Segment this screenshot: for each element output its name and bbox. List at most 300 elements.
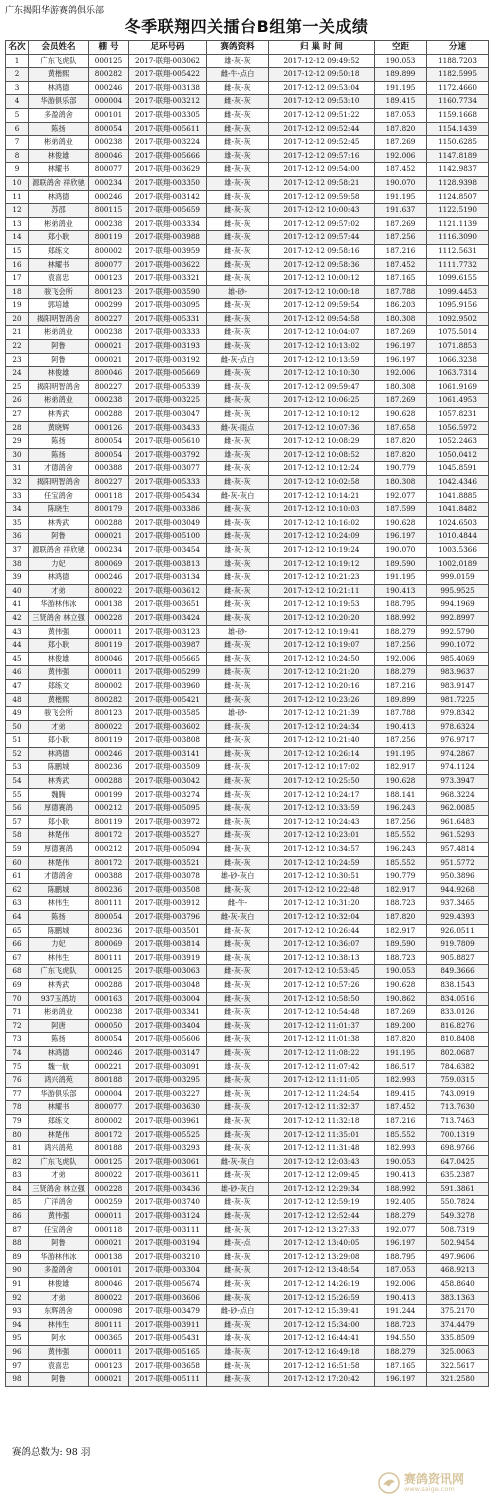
arrival-time-cell: 2017-12-12 10:54:48 [269, 1006, 375, 1020]
table-row [6, 176, 489, 190]
arrival-time-cell: 2017-12-12 12:52:44 [269, 1210, 375, 1224]
member-name-cell: 才弟 [29, 720, 89, 734]
distance-cell: 180.308 [375, 380, 427, 394]
rank-cell: 13 [6, 217, 29, 231]
arrival-time-cell: 2017-12-12 09:58:21 [269, 176, 375, 190]
rank-cell: 57 [6, 815, 29, 829]
distance-cell: 191.195 [375, 81, 427, 95]
speed-cell: 838.1543 [427, 978, 489, 992]
distance-cell: 190.413 [375, 1169, 427, 1183]
speed-cell: 849.3666 [427, 965, 489, 979]
member-name-cell: 陈扬 [29, 1033, 89, 1047]
table-row [6, 1373, 489, 1387]
ring-number-cell: 2017-联翔-005331 [129, 312, 207, 326]
table-row [6, 679, 489, 693]
header-distance: 空距 [375, 41, 427, 55]
rank-cell: 66 [6, 938, 29, 952]
pigeon-info-cell: 雌-灰-灰白 [207, 489, 269, 503]
ring-number-cell: 2017-联翔-003078 [129, 870, 207, 884]
speed-cell: 834.0516 [427, 992, 489, 1006]
member-name-cell: 陈扬 [29, 911, 89, 925]
distance-cell: 189.899 [375, 693, 427, 707]
table-row [6, 394, 489, 408]
ring-number-cell: 2017-联翔-003612 [129, 584, 207, 598]
ring-number-cell: 2017-联翔-003508 [129, 883, 207, 897]
distance-cell: 192.077 [375, 489, 427, 503]
member-name-cell: 937玉鸽坊 [29, 992, 89, 1006]
ring-number-cell: 2017-联翔-005339 [129, 380, 207, 394]
ring-number-cell: 2017-联翔-003602 [129, 720, 207, 734]
distance-cell: 182.917 [375, 761, 427, 775]
table-row [6, 1332, 489, 1346]
speed-cell: 962.0085 [427, 802, 489, 816]
rank-cell: 92 [6, 1291, 29, 1305]
distance-cell: 187.599 [375, 503, 427, 517]
ring-number-cell: 2017-联翔-003124 [129, 1210, 207, 1224]
rank-cell: 17 [6, 272, 29, 286]
member-name-cell: 多盈鸽舍 [29, 108, 89, 122]
member-name-cell: 林俊雄 [29, 149, 89, 163]
loft-number-cell: 000388 [89, 870, 129, 884]
ring-number-cell: 2017-联翔-003961 [129, 1114, 207, 1128]
rank-cell: 36 [6, 530, 29, 544]
loft-number-cell: 000212 [89, 843, 129, 857]
header-ring-number: 足环号码 [129, 41, 207, 55]
table-row [6, 217, 489, 231]
table-row [6, 1155, 489, 1169]
ring-number-cell: 2017-联翔-003606 [129, 1291, 207, 1305]
ring-number-cell: 2017-联翔-005095 [129, 802, 207, 816]
arrival-time-cell: 2017-12-12 10:22:48 [269, 883, 375, 897]
member-name-cell: 任宝鸽舍 [29, 489, 89, 503]
loft-number-cell: 800172 [89, 1128, 129, 1142]
pigeon-info-cell: 雌-灰-灰 [207, 788, 269, 802]
member-name-cell: 林秀武 [29, 978, 89, 992]
pigeon-info-cell: 雌-灰-灰 [207, 272, 269, 286]
distance-cell: 191.195 [375, 190, 427, 204]
loft-number-cell: 800188 [89, 1074, 129, 1088]
speed-cell: 968.3224 [427, 788, 489, 802]
member-name-cell: 才德鸽舍 [29, 870, 89, 884]
ring-number-cell: 2017-联翔-005611 [129, 122, 207, 136]
table-row [6, 1250, 489, 1264]
pigeon-info-cell: 雌-灰-灰 [207, 775, 269, 789]
pigeon-info-cell: 雌-灰-灰 [207, 992, 269, 1006]
loft-number-cell: 000004 [89, 95, 129, 109]
member-name-cell: 魏腾 [29, 788, 89, 802]
distance-cell: 187.165 [375, 272, 427, 286]
pigeon-info-cell: 雌-灰-灰 [207, 1087, 269, 1101]
rank-cell: 86 [6, 1210, 29, 1224]
speed-cell: 951.5772 [427, 856, 489, 870]
rank-cell: 37 [6, 543, 29, 557]
ring-number-cell: 2017-联翔-005665 [129, 652, 207, 666]
table-row [6, 258, 489, 272]
member-name-cell: 厚德赛鸽 [29, 843, 89, 857]
ring-number-cell: 2017-联翔-003792 [129, 448, 207, 462]
header-arrival-time: 归 巢 时 间 [269, 41, 375, 55]
ring-number-cell: 2017-联翔-003142 [129, 190, 207, 204]
distance-cell: 187.165 [375, 1359, 427, 1373]
member-name-cell: 林伟生 [29, 951, 89, 965]
pigeon-info-cell: 雌-灰-灰 [207, 802, 269, 816]
arrival-time-cell: 2017-12-12 13:29:08 [269, 1250, 375, 1264]
ring-number-cell: 2017-联翔-005434 [129, 489, 207, 503]
loft-number-cell: 000388 [89, 462, 129, 476]
ring-number-cell: 2017-联翔-003808 [129, 734, 207, 748]
pigeon-info-cell: 雌-灰-灰 [207, 462, 269, 476]
pigeon-info-cell: 雌-灰-灰 [207, 163, 269, 177]
rank-cell: 75 [6, 1060, 29, 1074]
total-count: 赛鸽总数为: 98 羽 [12, 1447, 91, 1458]
loft-number-cell: 000238 [89, 136, 129, 150]
rank-cell: 59 [6, 843, 29, 857]
arrival-time-cell: 2017-12-12 10:13:02 [269, 340, 375, 354]
pigeon-info-cell: 雌-牛- [207, 897, 269, 911]
table-row [6, 856, 489, 870]
distance-cell: 187.820 [375, 122, 427, 136]
rank-cell: 78 [6, 1101, 29, 1115]
table-row [6, 911, 489, 925]
speed-cell: 1061.4953 [427, 394, 489, 408]
pigeon-info-cell: 雌-灰-灰 [207, 1128, 269, 1142]
pigeon-info-cell: 雌-灰-灰 [207, 503, 269, 517]
rank-cell: 67 [6, 951, 29, 965]
table-row [6, 340, 489, 354]
loft-number-cell: 000228 [89, 611, 129, 625]
speed-cell: 926.0511 [427, 924, 489, 938]
loft-number-cell: 800054 [89, 448, 129, 462]
member-name-cell: 林秀武 [29, 516, 89, 530]
distance-cell: 192.006 [375, 1278, 427, 1292]
ring-number-cell: 2017-联翔-003479 [129, 1305, 207, 1319]
distance-cell: 190.628 [375, 978, 427, 992]
table-row [6, 1169, 489, 1183]
loft-number-cell: 000021 [89, 530, 129, 544]
rank-cell: 25 [6, 380, 29, 394]
loft-number-cell: 000126 [89, 421, 129, 435]
rank-cell: 9 [6, 163, 29, 177]
header-speed: 分速 [427, 41, 489, 55]
pigeon-info-cell: 雌-灰-灰 [207, 1101, 269, 1115]
speed-cell: 1147.8189 [427, 149, 489, 163]
distance-cell: 189.415 [375, 95, 427, 109]
pigeon-info-cell: 雌-灰-灰 [207, 1359, 269, 1373]
loft-number-cell: 800111 [89, 951, 129, 965]
speed-cell: 973.3947 [427, 775, 489, 789]
arrival-time-cell: 2017-12-12 11:11:05 [269, 1074, 375, 1088]
page-title: 冬季联翔四关擂台B组第一关成绩 [124, 17, 369, 36]
pigeon-info-cell: 雌-灰-灰 [207, 761, 269, 775]
arrival-time-cell: 2017-12-12 10:19:07 [269, 639, 375, 653]
rank-cell: 38 [6, 557, 29, 571]
rank-cell: 33 [6, 489, 29, 503]
loft-number-cell: 800236 [89, 761, 129, 775]
member-name-cell: 陈扬 [29, 122, 89, 136]
distance-cell: 190.628 [375, 775, 427, 789]
distance-cell: 194.550 [375, 1332, 427, 1346]
speed-cell: 1050.0412 [427, 448, 489, 462]
loft-number-cell: 000212 [89, 802, 129, 816]
ring-number-cell: 2017-联翔-005165 [129, 1346, 207, 1360]
pigeon-info-cell: 雌-灰-灰 [207, 1046, 269, 1060]
loft-number-cell: 000259 [89, 1196, 129, 1210]
speed-cell: 502.9454 [427, 1237, 489, 1251]
speed-cell: 981.7225 [427, 693, 489, 707]
member-name-cell: 鸿兴鸽苑 [29, 1142, 89, 1156]
loft-number-cell: 800172 [89, 829, 129, 843]
loft-number-cell: 800054 [89, 1033, 129, 1047]
speed-cell: 759.0315 [427, 1074, 489, 1088]
member-name-cell: 林伟生 [29, 897, 89, 911]
table-row [6, 843, 489, 857]
speed-cell: 458.8640 [427, 1278, 489, 1292]
distance-cell: 187.053 [375, 108, 427, 122]
distance-cell: 188.723 [375, 1318, 427, 1332]
table-row [6, 625, 489, 639]
table-row [6, 761, 489, 775]
table-row [6, 1223, 489, 1237]
rank-cell: 55 [6, 788, 29, 802]
rank-cell: 73 [6, 1033, 29, 1047]
member-name-cell: 力妃 [29, 557, 89, 571]
ring-number-cell: 2017-联翔-003111 [129, 1223, 207, 1237]
speed-cell: 1116.3090 [427, 231, 489, 245]
member-name-cell: 陈鹏城 [29, 924, 89, 938]
loft-number-cell: 000163 [89, 992, 129, 1006]
ring-number-cell: 2017-联翔-003224 [129, 136, 207, 150]
ring-number-cell: 2017-联翔-003193 [129, 340, 207, 354]
loft-number-cell: 800046 [89, 652, 129, 666]
loft-number-cell: 800022 [89, 1169, 129, 1183]
member-name-cell: 郑小耿 [29, 639, 89, 653]
member-name-cell: 广洋鸽舍 [29, 1196, 89, 1210]
loft-number-cell: 000221 [89, 1060, 129, 1074]
speed-cell: 784.6382 [427, 1060, 489, 1074]
ring-number-cell: 2017-联翔-003295 [129, 1074, 207, 1088]
distance-cell: 182.917 [375, 924, 427, 938]
table-row [6, 353, 489, 367]
speed-cell: 374.4479 [427, 1318, 489, 1332]
rank-cell: 30 [6, 448, 29, 462]
table-row [6, 720, 489, 734]
speed-cell: 944.9268 [427, 883, 489, 897]
loft-number-cell: 800002 [89, 1114, 129, 1128]
distance-cell: 187.256 [375, 815, 427, 829]
distance-cell: 185.552 [375, 1128, 427, 1142]
ring-number-cell: 2017-联翔-003210 [129, 1250, 207, 1264]
arrival-time-cell: 2017-12-12 10:00:18 [269, 285, 375, 299]
ring-number-cell: 2017-联翔-003527 [129, 829, 207, 843]
ring-number-cell: 2017-联翔-003350 [129, 176, 207, 190]
loft-number-cell: 800119 [89, 734, 129, 748]
ring-number-cell: 2017-联翔-005422 [129, 68, 207, 82]
distance-cell: 187.269 [375, 217, 427, 231]
member-name-cell: 林耀书 [29, 258, 89, 272]
loft-number-cell: 000238 [89, 1006, 129, 1020]
arrival-time-cell: 2017-12-12 10:19:53 [269, 598, 375, 612]
loft-number-cell: 800179 [89, 503, 129, 517]
distance-cell: 187.452 [375, 163, 427, 177]
table-row [6, 693, 489, 707]
ring-number-cell: 2017-联翔-003424 [129, 611, 207, 625]
pigeon-info-cell: 雄-砂-灰白 [207, 1182, 269, 1196]
ring-number-cell: 2017-联翔-003796 [129, 911, 207, 925]
ring-number-cell: 2017-联翔-003134 [129, 571, 207, 585]
pigeon-info-cell: 雌-灰-灰 [207, 720, 269, 734]
member-name-cell: 郑小耿 [29, 734, 89, 748]
distance-cell: 187.788 [375, 285, 427, 299]
ring-number-cell: 2017-联翔-003959 [129, 244, 207, 258]
loft-number-cell: 800077 [89, 163, 129, 177]
table-row [6, 204, 489, 218]
table-row [6, 163, 489, 177]
pigeon-info-cell: 雌-灰-灰 [207, 965, 269, 979]
distance-cell: 191.244 [375, 1305, 427, 1319]
arrival-time-cell: 2017-12-12 13:40:05 [269, 1237, 375, 1251]
member-name-cell: 彬弟鸽业 [29, 1006, 89, 1020]
distance-cell: 188.723 [375, 897, 427, 911]
table-row [6, 883, 489, 897]
table-row [6, 408, 489, 422]
rank-cell: 48 [6, 693, 29, 707]
speed-cell: 1092.9502 [427, 312, 489, 326]
loft-number-cell: 800069 [89, 557, 129, 571]
member-name-cell: 黄伟强 [29, 1346, 89, 1360]
table-row [6, 95, 489, 109]
speed-cell: 1056.5972 [427, 421, 489, 435]
member-name-cell: 袁喜忠 [29, 272, 89, 286]
ring-number-cell: 2017-联翔-003147 [129, 1046, 207, 1060]
table-row [6, 530, 489, 544]
rank-cell: 51 [6, 734, 29, 748]
rank-cell: 58 [6, 829, 29, 843]
ring-number-cell: 2017-联翔-003521 [129, 856, 207, 870]
ring-number-cell: 2017-联翔-003501 [129, 924, 207, 938]
distance-cell: 187.820 [375, 448, 427, 462]
loft-number-cell: 800282 [89, 693, 129, 707]
table-row [6, 788, 489, 802]
distance-cell: 188.279 [375, 666, 427, 680]
distance-cell: 186.203 [375, 299, 427, 313]
table-row [6, 448, 489, 462]
rank-cell: 81 [6, 1142, 29, 1156]
table-row [6, 54, 489, 68]
member-name-cell: 才弟 [29, 1291, 89, 1305]
distance-cell: 189.590 [375, 557, 427, 571]
distance-cell: 187.820 [375, 1033, 427, 1047]
rank-cell: 60 [6, 856, 29, 870]
rank-cell: 21 [6, 326, 29, 340]
ring-number-cell: 2017-联翔-003274 [129, 788, 207, 802]
arrival-time-cell: 2017-12-12 17:20:42 [269, 1373, 375, 1387]
member-name-cell: 三贤鸽舍 林立强 [29, 1182, 89, 1196]
member-name-cell: 任宝鸽舍 [29, 1223, 89, 1237]
rank-cell: 90 [6, 1264, 29, 1278]
pigeon-info-cell: 雄-砂- [207, 625, 269, 639]
speed-cell: 974.2867 [427, 747, 489, 761]
table-row [6, 734, 489, 748]
speed-cell: 905.8827 [427, 951, 489, 965]
rank-cell: 39 [6, 571, 29, 585]
loft-number-cell: 800115 [89, 204, 129, 218]
rank-cell: 42 [6, 611, 29, 625]
member-name-cell: 广东飞虎队 [29, 54, 89, 68]
table-row [6, 1006, 489, 1020]
table-row [6, 543, 489, 557]
speed-cell: 1063.7314 [427, 367, 489, 381]
distance-cell: 187.256 [375, 734, 427, 748]
loft-number-cell: 800069 [89, 938, 129, 952]
rank-cell: 26 [6, 394, 29, 408]
member-name-cell: 华游俱乐部 [29, 95, 89, 109]
loft-number-cell: 800022 [89, 720, 129, 734]
table-row [6, 870, 489, 884]
member-name-cell: 郭培雄 [29, 299, 89, 313]
rank-cell: 41 [6, 598, 29, 612]
arrival-time-cell: 2017-12-12 10:30:51 [269, 870, 375, 884]
ring-number-cell: 2017-联翔-003212 [129, 95, 207, 109]
arrival-time-cell: 2017-12-12 10:07:36 [269, 421, 375, 435]
pigeon-info-cell: 雄-灰-灰 [207, 543, 269, 557]
loft-number-cell: 000288 [89, 978, 129, 992]
arrival-time-cell: 2017-12-12 10:10:12 [269, 408, 375, 422]
distance-cell: 190.413 [375, 1291, 427, 1305]
speed-cell: 1041.8482 [427, 503, 489, 517]
rank-cell: 40 [6, 584, 29, 598]
table-row [6, 122, 489, 136]
distance-cell: 188.795 [375, 598, 427, 612]
distance-cell: 180.308 [375, 312, 427, 326]
table-row [6, 68, 489, 82]
table-row [6, 136, 489, 150]
rank-cell: 68 [6, 965, 29, 979]
member-name-cell: 郑练文 [29, 244, 89, 258]
ring-number-cell: 2017-联翔-005333 [129, 476, 207, 490]
speed-cell: 325.0063 [427, 1346, 489, 1360]
table-row [6, 992, 489, 1006]
table-row [6, 666, 489, 680]
loft-number-cell: 000228 [89, 1182, 129, 1196]
loft-number-cell: 000246 [89, 571, 129, 585]
pigeon-info-cell: 雄-灰-灰 [207, 149, 269, 163]
arrival-time-cell: 2017-12-12 09:52:45 [269, 136, 375, 150]
table-row [6, 1264, 489, 1278]
ring-number-cell: 2017-联翔-003138 [129, 81, 207, 95]
arrival-time-cell: 2017-12-12 13:27:33 [269, 1223, 375, 1237]
table-header-row [6, 41, 489, 55]
ring-number-cell: 2017-联翔-003194 [129, 1237, 207, 1251]
rank-cell: 96 [6, 1346, 29, 1360]
distance-cell: 192.006 [375, 652, 427, 666]
distance-cell: 190.779 [375, 870, 427, 884]
speed-cell: 919.7809 [427, 938, 489, 952]
rank-cell: 31 [6, 462, 29, 476]
arrival-time-cell: 2017-12-12 09:59:58 [269, 190, 375, 204]
arrival-time-cell: 2017-12-12 09:51:22 [269, 108, 375, 122]
arrival-time-cell: 2017-12-12 10:38:13 [269, 951, 375, 965]
speed-cell: 1052.2463 [427, 435, 489, 449]
arrival-time-cell: 2017-12-12 10:33:59 [269, 802, 375, 816]
distance-cell: 187.452 [375, 258, 427, 272]
ring-number-cell: 2017-联翔-003454 [129, 543, 207, 557]
member-name-cell: 林楚伟 [29, 856, 89, 870]
loft-number-cell: 000101 [89, 108, 129, 122]
table-row [6, 503, 489, 517]
ring-number-cell: 2017-联翔-003062 [129, 54, 207, 68]
table-row [6, 244, 489, 258]
pigeon-info-cell: 雌-灰-灰 [207, 108, 269, 122]
